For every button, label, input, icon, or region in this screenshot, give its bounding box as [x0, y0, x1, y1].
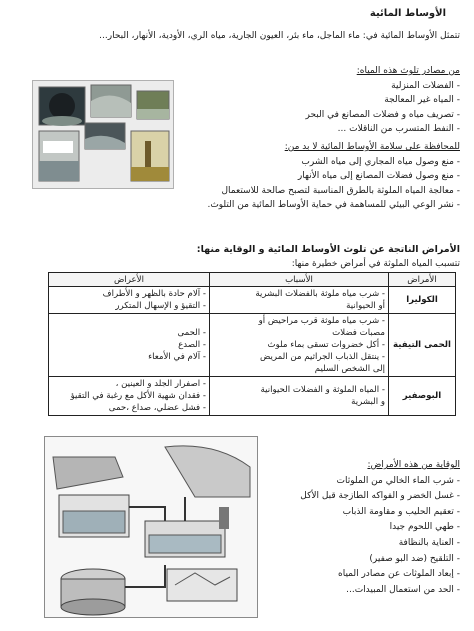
water-treatment-diagram: [44, 436, 258, 618]
symptom-line: - آلام في الأمعاء: [148, 352, 206, 362]
prevention-heading: الوقاية من هذه الأمراض:: [367, 460, 460, 470]
symptom-line: - فشل عضلي، صداع ،حمى: [108, 403, 206, 413]
list-item: - معالجة المياه الملوثة بالطرق المناسبة لتصبح صالحة للاستعمال: [221, 185, 460, 196]
column-header: الأمراض: [389, 273, 456, 287]
symptom-line: - الحمى: [177, 328, 206, 338]
cause-line: إلى الشخص السليم: [314, 364, 385, 374]
protection-section: [20, 140, 460, 213]
disease-name: الحمى التيفية: [389, 314, 456, 377]
column-header: الأعراض: [49, 273, 210, 287]
cause-line: - أكل خضروات تسقى بماء ملوث: [267, 340, 385, 350]
disease-causes: [210, 314, 389, 377]
symptom-line: - فقدان شهية الأكل مع رغبة في التقيؤ: [70, 391, 206, 401]
table-row: [49, 287, 456, 314]
protection-heading: للمحافظة على سلامة الأوساط المائية لا بد من:: [284, 142, 460, 152]
cause-line: أو الحيوانية: [346, 301, 385, 311]
cause-line: - ينتقل الذباب الجراثيم من المريض: [260, 352, 385, 362]
list-item: - منع وصول مياه المجاري إلى مياه الشرب: [301, 156, 460, 167]
page-title: الأوساط المائية: [369, 8, 446, 19]
list-item: - إبعاد الملوثات عن مصادر المياه: [337, 569, 460, 580]
cause-line: - شرب مياه ملوثة بالفضلات البشرية: [255, 289, 385, 299]
list-item: - التلقيح (ضد البو صفير): [369, 553, 460, 564]
water-treatment-illustration: [45, 437, 257, 617]
diseases-subtitle: تتسبب المياه الملوثة في أمراض خطيرة منها:: [291, 259, 460, 269]
cause-line: و البشرية: [351, 397, 385, 407]
symptom-line: - اصفرار الجلد و العينين ،: [115, 379, 206, 389]
table-header-row: [49, 273, 456, 287]
pollution-section: [200, 64, 460, 137]
symptom-line: - الصدع: [178, 340, 206, 350]
table-row: [49, 314, 456, 377]
cause-line: - شرب مياه ملوثة قرب مراحيض أو: [258, 316, 385, 326]
list-item: - نشر الوعي البيئي للمساهمة في حماية الأوساط المائية من التلوث.: [207, 200, 460, 210]
symptom-line: - التقيؤ و الإسهال المتكرر: [115, 301, 206, 311]
cause-line: مصبات فضلات: [332, 328, 385, 338]
list-item: - العناية بالنظافة: [398, 537, 460, 548]
list-item: - تصريف مياه و فضلات المصانع في البحر: [305, 109, 460, 120]
disease-symptoms: [49, 287, 210, 314]
disease-symptoms: [49, 377, 210, 416]
disease-causes: [210, 287, 389, 314]
list-item: - منع وصول فضلات المصانع إلى مياه الأنهار: [297, 171, 460, 181]
disease-name: الكوليرا: [389, 287, 456, 314]
cause-line: - المياه الملوثة و الفضلات الحيوانية: [260, 385, 385, 395]
diseases-title: الأمراض الناتجة عن تلوث الأوساط المائية و الوقاية منها:: [196, 244, 460, 255]
list-item: - طهي اللحوم جيدا: [389, 522, 460, 533]
list-item: - النفط المتسرب من الناقلات ...: [337, 124, 460, 134]
intro-paragraph: تتمثل الأوساط المائية في: ماء الماجل، ماء بئر، العيون الجارية، مياه الري، الأودية، الأنهار، البحار...: [99, 31, 460, 41]
table-row: [49, 377, 456, 416]
disease-causes: [210, 377, 389, 416]
disease-symptoms: [49, 314, 210, 377]
prevention-section: [240, 458, 460, 598]
list-item: - الحد من استعمال المبيدات...: [346, 584, 460, 595]
list-item: - الفضلات المنزلية: [391, 80, 460, 91]
diseases-table: [48, 272, 456, 416]
symptom-line: - آلام حادة بالظهر و الأطراف: [102, 289, 206, 299]
list-item: - غسل الخضر و الفواكه الطازجة قبل الأكل: [300, 491, 460, 502]
list-item: - تعقيم الحليب و مقاومة الذباب: [342, 506, 460, 517]
column-header: الأسباب: [210, 273, 389, 287]
disease-name: البوصفير: [389, 377, 456, 416]
pollution-heading: من مصادر تلوث هذه المياه:: [356, 66, 460, 76]
list-item: - المياه غير المعالجة: [384, 95, 460, 105]
list-item: - شرب الماء الخالي من الملوثات: [336, 475, 460, 486]
